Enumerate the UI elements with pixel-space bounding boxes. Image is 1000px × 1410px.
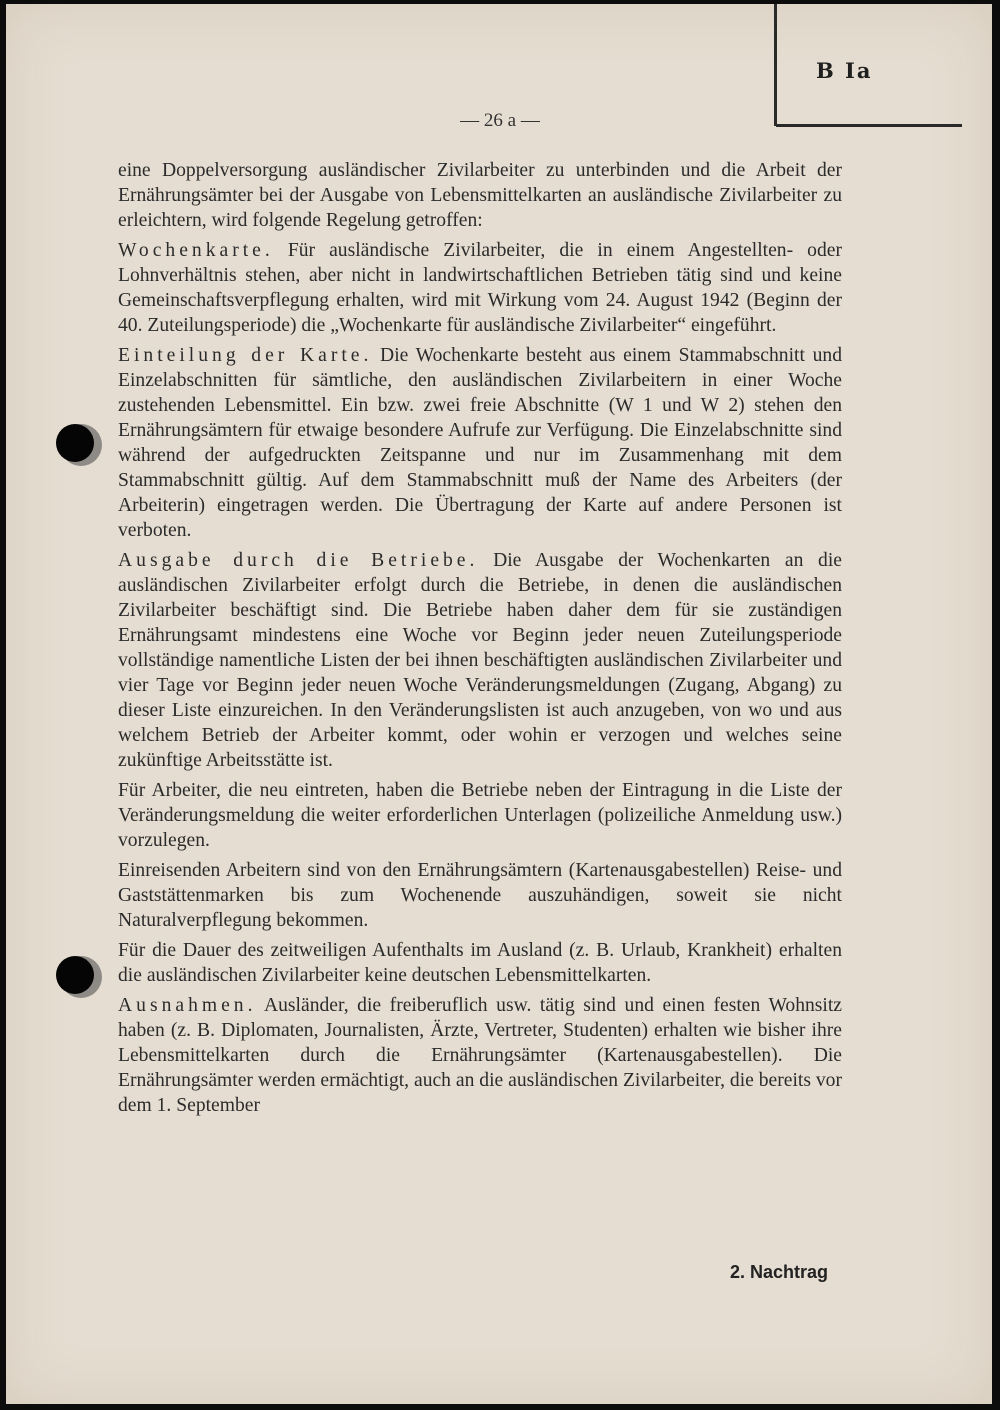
paragraph-text: Für Arbeiter, die neu eintreten, haben die Betriebe neben der Eintragung in die Liste der Veränderungsmeldung die weiter erforderlichen Unterlagen (polizeiliche Anmeldung usw.) vorzulegen.: [118, 780, 842, 851]
paragraph-intro: [118, 158, 842, 233]
paragraph-lead: Wochenkarte.: [118, 240, 274, 261]
paragraph-text: Einreisenden Arbeitern sind von den Ernährungsämtern (Kartenausgabestellen) Reise- und Gaststättenmarken bis zum Wochenende auszuhändigen, soweit sie nicht Naturalverpflegung bekommen.: [118, 860, 842, 931]
paragraph-aufenthalt: [118, 938, 842, 988]
punch-hole-upper: [56, 424, 94, 462]
paragraph-text: Für ausländische Zivilarbeiter, die in einem Angestellten- oder Lohnverhältnis stehen, aber nicht in landwirtschaftlichen Betrieben tätig sind und keine Gemeinschaftsverpflegung erhalten, wird mit Wirkung vom 24. August 1942 (Beginn der 40. Zuteilungsperiode) die „Wochenkarte für ausländische Zivilarbeiter“ eingeführt.: [118, 240, 842, 336]
paragraph-ausnahmen: [118, 993, 842, 1118]
paragraph-text: Für die Dauer des zeitweiligen Aufenthalts im Ausland (z. B. Urlaub, Krankheit) erhalten die ausländischen Zivilarbeiter keine deutschen Lebensmittelkarten.: [118, 940, 842, 986]
tab-border-vertical: [774, 4, 777, 126]
paragraph-neue-arbeiter: [118, 778, 842, 853]
paragraph-einteilung: [118, 343, 842, 543]
page-number: — 26 a —: [460, 110, 540, 131]
paragraph-lead: Ausgabe durch die Betriebe.: [118, 550, 479, 571]
paragraph-text: Die Wochenkarte besteht aus einem Stammabschnitt und Einzelabschnitten für sämtliche, den ausländischen Zivilarbeitern in einer Woche zustehenden Lebensmittel. Ein bzw. zwei freie Abschnitte (W 1 und W 2) stehen den Ernährungsämtern für etwaige besondere Aufrufe zur Verfügung. Die Einzelabschnitte sind während der aufgedruckten Zeitspanne und nur im Zusammenhang mit dem Stammabschnitt gültig. Auf dem Stammabschnitt muß der Name des Arbeiters (der Arbeiterin) eingetragen werden. Die Übertragung der Karte auf andere Personen ist verboten.: [118, 345, 842, 541]
paragraph-text: eine Doppelversorgung ausländischer Zivilarbeiter zu unterbinden und die Arbeit der Ernährungsämter bei der Ausgabe von Lebensmittelkarten an ausländische Zivilarbeiter zu erleichtern, wird folgende Regelung getroffen:: [118, 160, 842, 231]
document-body: [118, 158, 842, 1123]
paragraph-ausgabe: [118, 548, 842, 773]
paragraph-text: Die Ausgabe der Wochenkarten an die ausländischen Zivilarbeiter erfolgt durch die Betriebe, in denen die ausländischen Zivilarbeiter beschäftigt sind. Die Betriebe haben daher dem für sie zuständigen Ernährungsamt mindestens eine Woche vor Beginn jeder neuen Zuteilungsperiode vollständige namentliche Listen der bei ihnen beschäftigten ausländischen Zivilarbeiter und vier Tage vor Beginn jeder neuen Woche Veränderungsmeldungen (Zugang, Abgang) zu dieser Liste einzureichen. In den Veränderungslisten ist auch anzugeben, von wo und aus welchem Betrieb der Arbeiter kommt, oder wohin er verzogen und welches seine zukünftige Arbeitsstätte ist.: [118, 550, 842, 771]
supplement-label: 2. Nachtrag: [730, 1262, 829, 1282]
punch-hole-lower: [56, 956, 94, 994]
paragraph-lead: Ausnahmen.: [118, 995, 257, 1016]
paragraph-lead: Einteilung der Karte.: [118, 345, 373, 366]
paragraph-text: Ausländer, die freiberuflich usw. tätig sind und einen festen Wohnsitz haben (z. B. Diplomaten, Journalisten, Ärzte, Vertreter, Studenten) erhalten wie bisher ihre Lebensmittelkarten durch die Ernährungsämter (Kartenausgabestellen). Die Ernährungsämter werden ermächtigt, auch an die ausländischen Zivilarbeiter, die bereits vor dem 1. September: [118, 995, 842, 1116]
section-tab-label: B Ia: [816, 58, 873, 83]
paragraph-wochenkarte: [118, 238, 842, 338]
paragraph-einreisende: [118, 858, 842, 933]
